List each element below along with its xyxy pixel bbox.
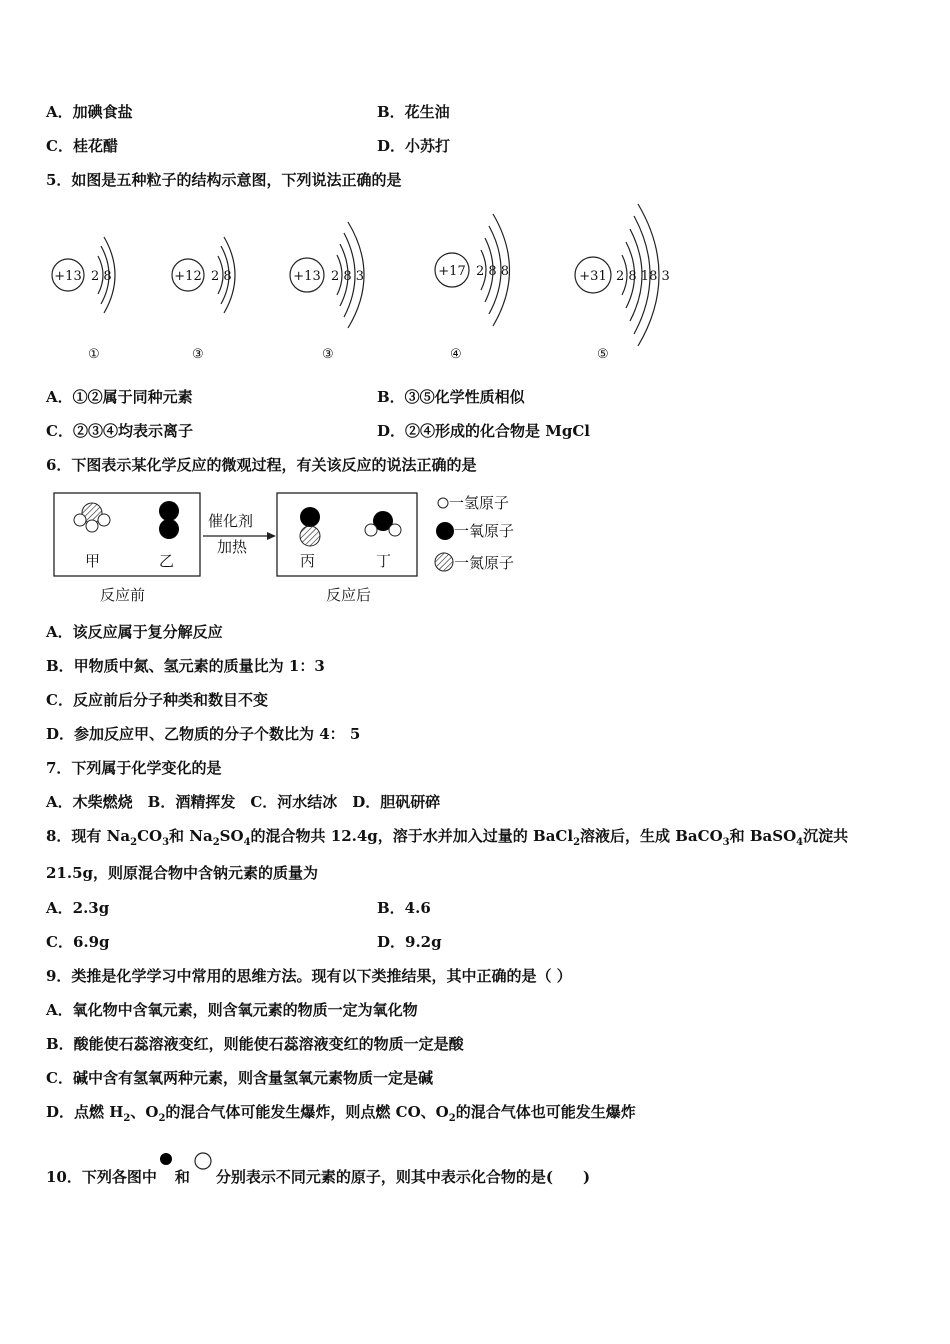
q5-option-a: A．①②属于同种元素 [46,388,193,406]
white-atom-icon [190,1150,216,1174]
q8-option-c: C．6.9g [46,933,110,951]
label-catalyst: 催化剂 [208,512,254,530]
hydrogen-atom [86,520,98,532]
nucleus-charge-5: +31 [579,269,607,284]
particle-label-4: ④ [450,347,462,362]
q6-option-b: B．甲物质中氮、氢元素的质量比为 1：3 [46,657,325,675]
q8-stem-line2: 21.5g，则原混合物中含钠元素的质量为 [46,864,319,882]
hydrogen-atom [365,524,377,536]
nucleus-charge-1: +13 [54,269,82,284]
label-jia: 甲 [85,552,101,570]
electron-shells-5: 2 8 18 3 [616,269,670,284]
q7-options: A．木柴燃烧 B．酒精挥发 C．河水结冰 D．胆矾研碎 [46,793,441,811]
q9-option-c: C．碱中含有氢氧两种元素，则含量氢氧元素物质一定是碱 [46,1069,433,1087]
nucleus-charge-3: +13 [293,269,321,284]
q8-stem-line1: 8．现有 $Na_2CO_3$和 $Na_2SO_4$的混合物共 12.4g，溶于水并加入过量的 BaCl$_2$溶液后，生成 BaCO$_3$和 BaSO$_4$沉淀共 [46,827,849,848]
q7-stem: 7．下列属于化学变化的是 [46,759,222,777]
electron-shells-2: 2 8 [211,269,232,284]
legend-hydrogen: 一氢原子 [449,494,510,512]
q5-stem: 5．如图是五种粒子的结构示意图，下列说法正确的是 [46,171,402,189]
q9-option-a: A．氧化物中含氧元素，则含氧元素的物质一定为氧化物 [46,1001,418,1019]
nucleus-charge-4: +17 [438,264,466,279]
q4-option-b: B．花生油 [377,103,450,121]
particle-label-1: ① [88,347,100,362]
oxygen-atom [159,501,179,521]
black-atom-icon [157,1150,175,1172]
electron-shells-4: 2 8 8 [476,264,510,279]
q10-stem: 10．下列各图中 和 分别表示不同元素的原子，则其中表示化合物的是( ) [46,1150,590,1187]
q5-option-c: C．②③④均表示离子 [46,422,193,440]
q6-option-a: A．该反应属于复分解反应 [46,623,223,641]
particle-label-2: ③ [192,347,204,362]
oxygen-atom [300,507,320,527]
hydrogen-atom [389,524,401,536]
legend-nitrogen-icon [435,553,453,571]
oxygen-atom [159,519,179,539]
q9-option-b: B．酸能使石蕊溶液变红，则能使石蕊溶液变红的物质一定是酸 [46,1035,464,1053]
nucleus-charge-2: +12 [174,269,202,284]
q5-option-d: D．②④形成的化合物是 MgCl [377,422,590,440]
q9-option-d: D．点燃 $H_2$、$O_2$的混合气体可能发生爆炸，则点燃 CO、$O_2$的混合气体也可能发生爆炸 [46,1103,636,1124]
q8-option-b: B．4.6 [377,899,431,917]
electron-shells-1: 2 8 [91,269,112,284]
q6-stem: 6．下图表示某化学反应的微观过程，有关该反应的说法正确的是 [46,456,477,474]
legend-oxygen-icon [436,522,454,540]
q9-stem: 9．类推是化学学习中常用的思维方法。现有以下类推结果，其中正确的是（ ） [46,967,572,985]
label-bing: 丙 [300,552,316,570]
particle-label-3: ③ [322,347,334,362]
nitrogen-atom [300,526,320,546]
label-yi: 乙 [159,552,175,570]
label-ding: 丁 [376,552,392,570]
particle-label-5: ⑤ [597,347,609,362]
q6-option-d: D．参加反应甲、乙物质的分子个数比为 4： 5 [46,725,361,743]
q6-option-c: C．反应前后分子种类和数目不变 [46,691,268,709]
before-box [54,493,200,576]
label-after: 反应后 [326,586,372,604]
legend-oxygen: 一氧原子 [454,522,515,540]
q4-option-a: A．加碘食盐 [46,103,133,121]
q8-option-a: A．2.3g [46,899,110,917]
legend-nitrogen: 一氮原子 [454,554,515,572]
legend-hydrogen-icon [438,498,448,508]
label-heat: 加热 [217,538,248,556]
reaction-micro-diagram [45,488,545,608]
hydrogen-atom [98,514,110,526]
q4-option-c: C．桂花醋 [46,137,118,155]
q5-option-b: B．③⑤化学性质相似 [377,388,525,406]
label-before: 反应前 [100,586,146,604]
hydrogen-atom [74,514,86,526]
atomic-structure-diagrams [40,200,690,370]
electron-shells-3: 2 8 3 [331,269,365,284]
q8-option-d: D．9.2g [377,933,442,951]
q4-option-d: D．小苏打 [377,137,451,155]
